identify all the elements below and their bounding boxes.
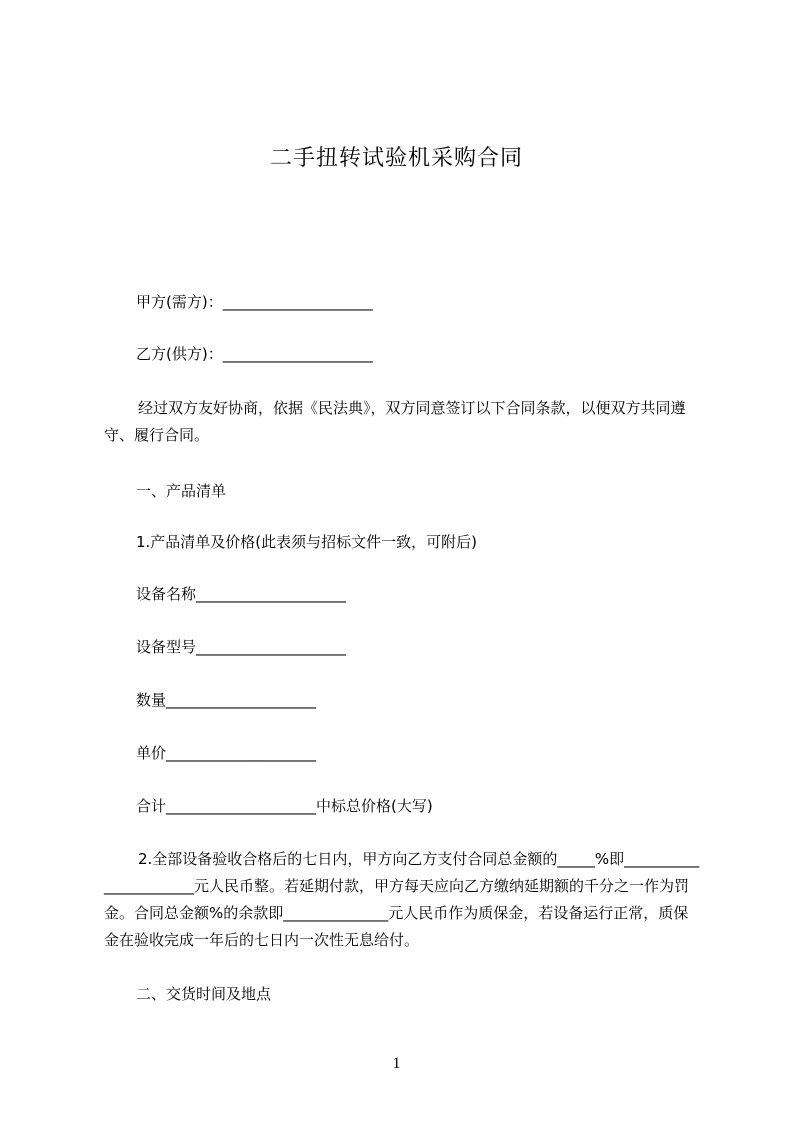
section-heading-1: 一、产品清单: [136, 482, 227, 500]
quantity-line: 数量____________________: [136, 691, 317, 709]
total-line: 合计____________________中标总价格(大写): [136, 797, 433, 815]
unit-price-line: 单价____________________: [136, 744, 317, 762]
equipment-name-line: 设备名称____________________: [136, 585, 347, 603]
party-a-line: 甲方(需方)：____________________: [136, 293, 373, 311]
equipment-model-line: 设备型号____________________: [136, 638, 347, 656]
party-b-line: 乙方(供方)：____________________: [136, 345, 373, 363]
item-1-text: 1.产品清单及价格(此表须与招标文件一致，可附后): [136, 533, 478, 551]
document-title: 二手扭转试验机采购合同: [269, 146, 523, 171]
intro-paragraph: 经过双方友好协商，依据《民法典》，双方同意签订以下合同条款，以便双方共同遵守、履行合同。: [104, 399, 686, 444]
section-heading-2: 二、交货时间及地点: [136, 985, 272, 1003]
item-2-paragraph: 2.全部设备验收合格后的七日内，甲方向乙方支付合同总金额的_____%即______________________元人民币整。若延期付款，甲方每天应向乙方缴纳延期额的千分之一作为罚金。合同总金额%的余款即______________元人民币作为质保金，若设备运行正常，质保金在验收完成一年后的七日内一次性无息给付。: [104, 850, 700, 949]
page-number: 1: [392, 1055, 401, 1072]
